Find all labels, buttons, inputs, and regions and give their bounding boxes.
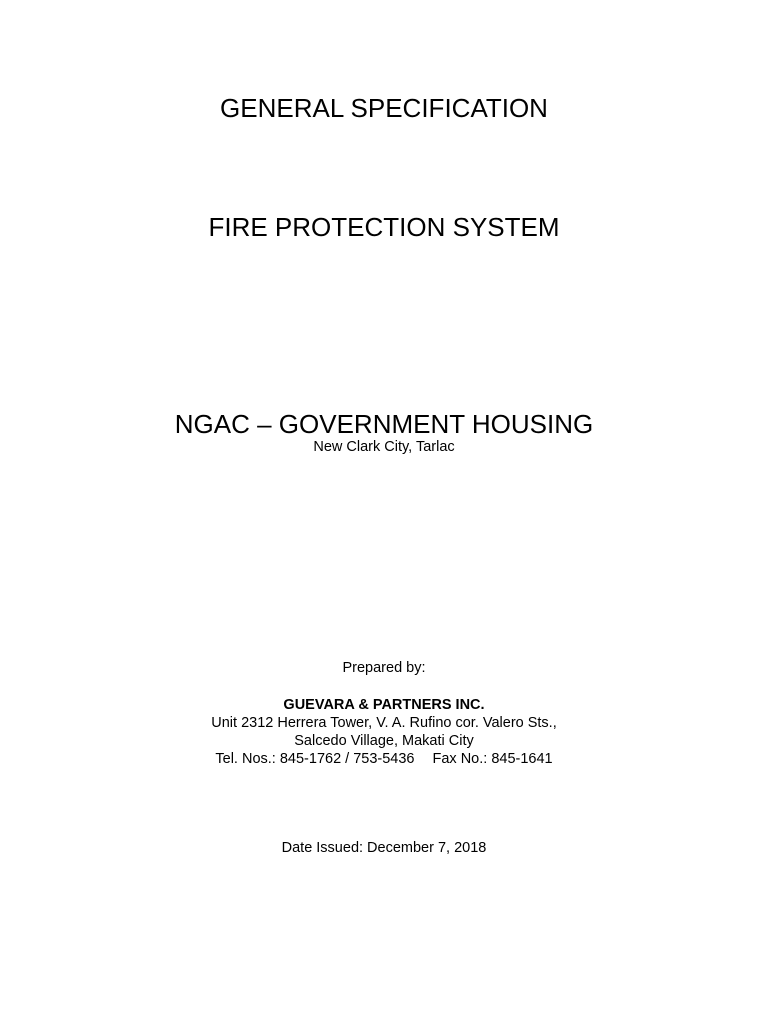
company-contact	[0, 752, 768, 767]
project-name: NGAC – GOVERNMENT HOUSING	[174, 409, 594, 439]
system-title: FIRE PROTECTION SYSTEM	[208, 212, 560, 242]
company-fax: Fax No.: 845-1641	[432, 751, 553, 767]
company-tel: Tel. Nos.: 845-1762 / 753-5436	[215, 751, 415, 767]
project-location: New Clark City, Tarlac	[313, 439, 455, 455]
prepared-by-label: Prepared by:	[342, 660, 426, 676]
company-address-line-1: Unit 2312 Herrera Tower, V. A. Rufino cor. Valero Sts.,	[211, 715, 557, 731]
company-name: GUEVARA & PARTNERS INC.	[283, 697, 485, 713]
company-address-line-2: Salcedo Village, Makati City	[294, 733, 474, 749]
date-issued: Date Issued: December 7, 2018	[281, 840, 487, 856]
spec-title: GENERAL SPECIFICATION	[220, 93, 548, 123]
